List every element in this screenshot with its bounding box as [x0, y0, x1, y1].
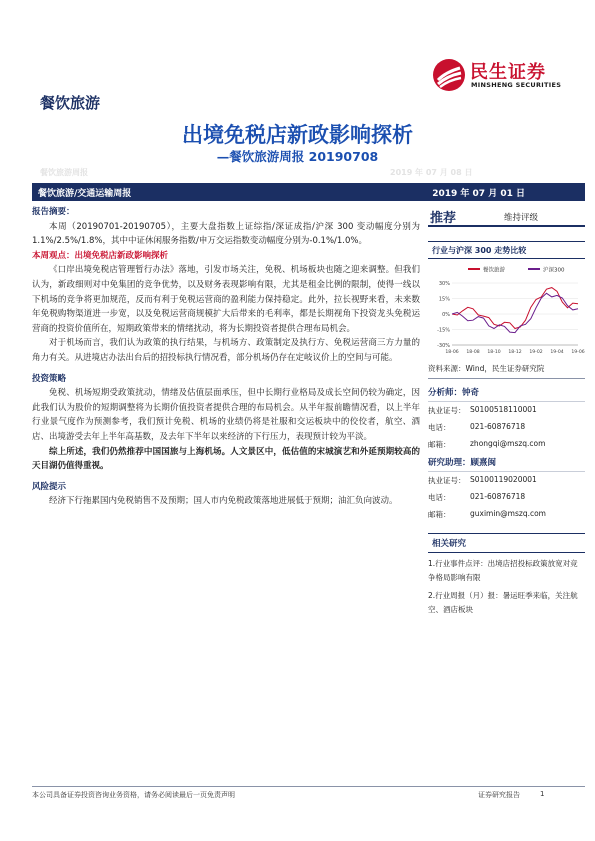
risk-heading: 风险提示	[32, 481, 67, 492]
analyst-heading: 分析师：钟奇	[428, 383, 585, 402]
related-item[interactable]: 2.行业周报（月）报：暑运旺季来临，关注航空、酒店板块	[428, 591, 578, 614]
strategy-heading: 投资策略	[32, 373, 67, 384]
analyst-info-row: 执业证号： S0100518110001	[428, 405, 537, 415]
footer-report-type: 证券研究报告	[478, 791, 520, 799]
footer-divider	[32, 786, 585, 787]
summary-paragraph: 免税、机场短期受政策扰动，情绪及估值层面承压，但中长期行业格局及成长空间仍较为确定，因此我们认为股价的短期调整将为长期价值投资者提供合理的布局机会。从半年报前瞻情况看，以上半年行业景气度作为预测参考，我们预计免税、机场的业绩仍将是社服和交运板块中的佼佼者，航空、酒店、出境游受去年上半年高基数，及去年下半年以来经济的下行压力，表现预计较为平淡。	[32, 388, 420, 442]
analyst-info-row: 邮箱： zhongqi@mszq.com	[428, 439, 546, 449]
assistant-info-row: 电话： 021-60876718	[428, 492, 526, 502]
y-tick-label: 30%	[438, 281, 450, 287]
summary-column	[32, 205, 420, 509]
weekly-view-heading: 本周观点：出境免税店新政影响探析	[32, 250, 169, 261]
report-title: 出境免税店新政影响探析	[182, 123, 413, 147]
summary-paragraph: 本周（20190701-20190705），主要大盘指数上证综指/深证成指/沪深 300 变动幅度分别为 1.1%/2.5%/1.8%，其中中证休闲服务指数/申万交运指数变动幅度分别为-0.1%/1.0%。	[32, 221, 420, 247]
legend-label: 餐饮旅游	[483, 267, 506, 274]
trend-heading: 行业与沪深 300 走势比较	[432, 246, 527, 255]
x-tick-label: 18-08	[466, 350, 480, 355]
y-tick-label: -15%	[437, 327, 450, 334]
sector-label: 餐饮旅游	[40, 94, 101, 112]
brand-name-en: MINSHENG SECURITIES	[471, 81, 562, 89]
assistant-info-row: 邮箱： guximin@mszq.com	[428, 509, 546, 519]
recommendation-paragraph: 综上所述，我们仍然推荐中国国旅与上海机场。人文景区中，低估值的宋城演艺和外延预期较高的天目湖仍值得重视。	[32, 446, 420, 472]
brand-logo	[432, 58, 572, 94]
report-subtitle: —餐饮旅游周报 20190708	[216, 149, 379, 164]
y-tick-label: -30%	[437, 343, 450, 349]
rating-value: 维持评级	[504, 213, 539, 223]
minsheng-logo-icon	[432, 58, 466, 92]
header-bar	[32, 183, 585, 201]
ghost-text-right: 2019 年 07 月 08 日	[390, 168, 473, 177]
series-line-1	[452, 293, 578, 332]
brand-name: 民生证券	[470, 62, 546, 83]
x-tick-label: 18-12	[508, 350, 522, 355]
assistant-info-row: 执业证号： S0100119020001	[428, 475, 537, 485]
rating-box	[428, 205, 585, 227]
analyst-box	[428, 383, 585, 523]
trend-chart	[428, 263, 585, 359]
related-heading: 相关研究	[428, 533, 585, 553]
legend-label: 沪深300	[543, 267, 565, 274]
summary-heading: 报告摘要：	[32, 207, 75, 217]
footer-disclaimer: 本公司具备证券投资咨询业务资格，请务必阅读最后一页免责声明	[32, 791, 235, 799]
chart-source: 资料来源：Wind，民生证券研究院	[428, 363, 585, 379]
x-tick-label: 18-06	[445, 350, 459, 355]
summary-paragraph: 《口岸出境免税店管理暂行办法》落地，引发市场关注，免税、机场板块也随之迎来调整。但我们认为，新政细则对中免集团的竞争优势，以及财务表现影响有限，尤其是租金比例的限制，使得一线以下机场的竞争将更加规范，反而有利于免税运营商的盈利能力保持稳定。此外，拉长视野来看，未来数年免税购物渠道进一步宽，以及免税运营商规模扩大后带来的毛利率，都是长期视角下投资龙头免税运营商的投资价值所在，短期政策带来的情绪扰动，将为长期投资者提供合理布局机会。	[32, 265, 420, 334]
analyst-email-link[interactable]: zhongqi@mszq.com	[470, 439, 546, 448]
y-tick-label: 15%	[438, 296, 450, 303]
series-line-0	[452, 288, 578, 329]
risk-paragraph: 经济下行拖累国内免税销售不及预期；国人市内免税政策落地进展低于预期；油汇负向波动。	[49, 496, 398, 507]
x-tick-label: 19-02	[529, 350, 543, 355]
assistant-email-link[interactable]: guximin@mszq.com	[470, 509, 546, 518]
header-bar-category: 餐饮旅游/交通运输周报	[38, 189, 132, 199]
rating-label: 推荐	[430, 211, 457, 226]
x-tick-label: 19-06	[571, 350, 585, 355]
x-tick-label: 19-04	[550, 350, 564, 355]
trend-heading-box	[428, 241, 585, 259]
trend-chart-svg	[428, 263, 585, 359]
ghost-text-left: 餐饮旅游周报	[40, 168, 88, 177]
page-number: 1	[540, 790, 545, 798]
related-item[interactable]: 1.行业事件点评：出境店招投标政策放宽对竞争格局影响有限	[428, 559, 578, 582]
x-tick-label: 18-10	[487, 350, 501, 355]
summary-paragraph: 对于机场而言，我们认为政策的执行结果，与机场方、政策制定及执行方、免税运营商三方力量的角力有关。从进境店办法出台后的招投标执行情况看，部分机场仍存在定岐议价上的空间与可能。	[32, 338, 420, 363]
related-research-box	[428, 533, 585, 617]
analyst-info-row: 电话： 021-60876718	[428, 422, 526, 432]
sidebar-column	[428, 205, 585, 617]
header-bar-date: 2019 年 07 月 01 日	[432, 189, 525, 199]
assistant-heading: 研究助理：顾熹闽	[428, 453, 585, 472]
y-tick-label: 0%	[442, 312, 450, 318]
